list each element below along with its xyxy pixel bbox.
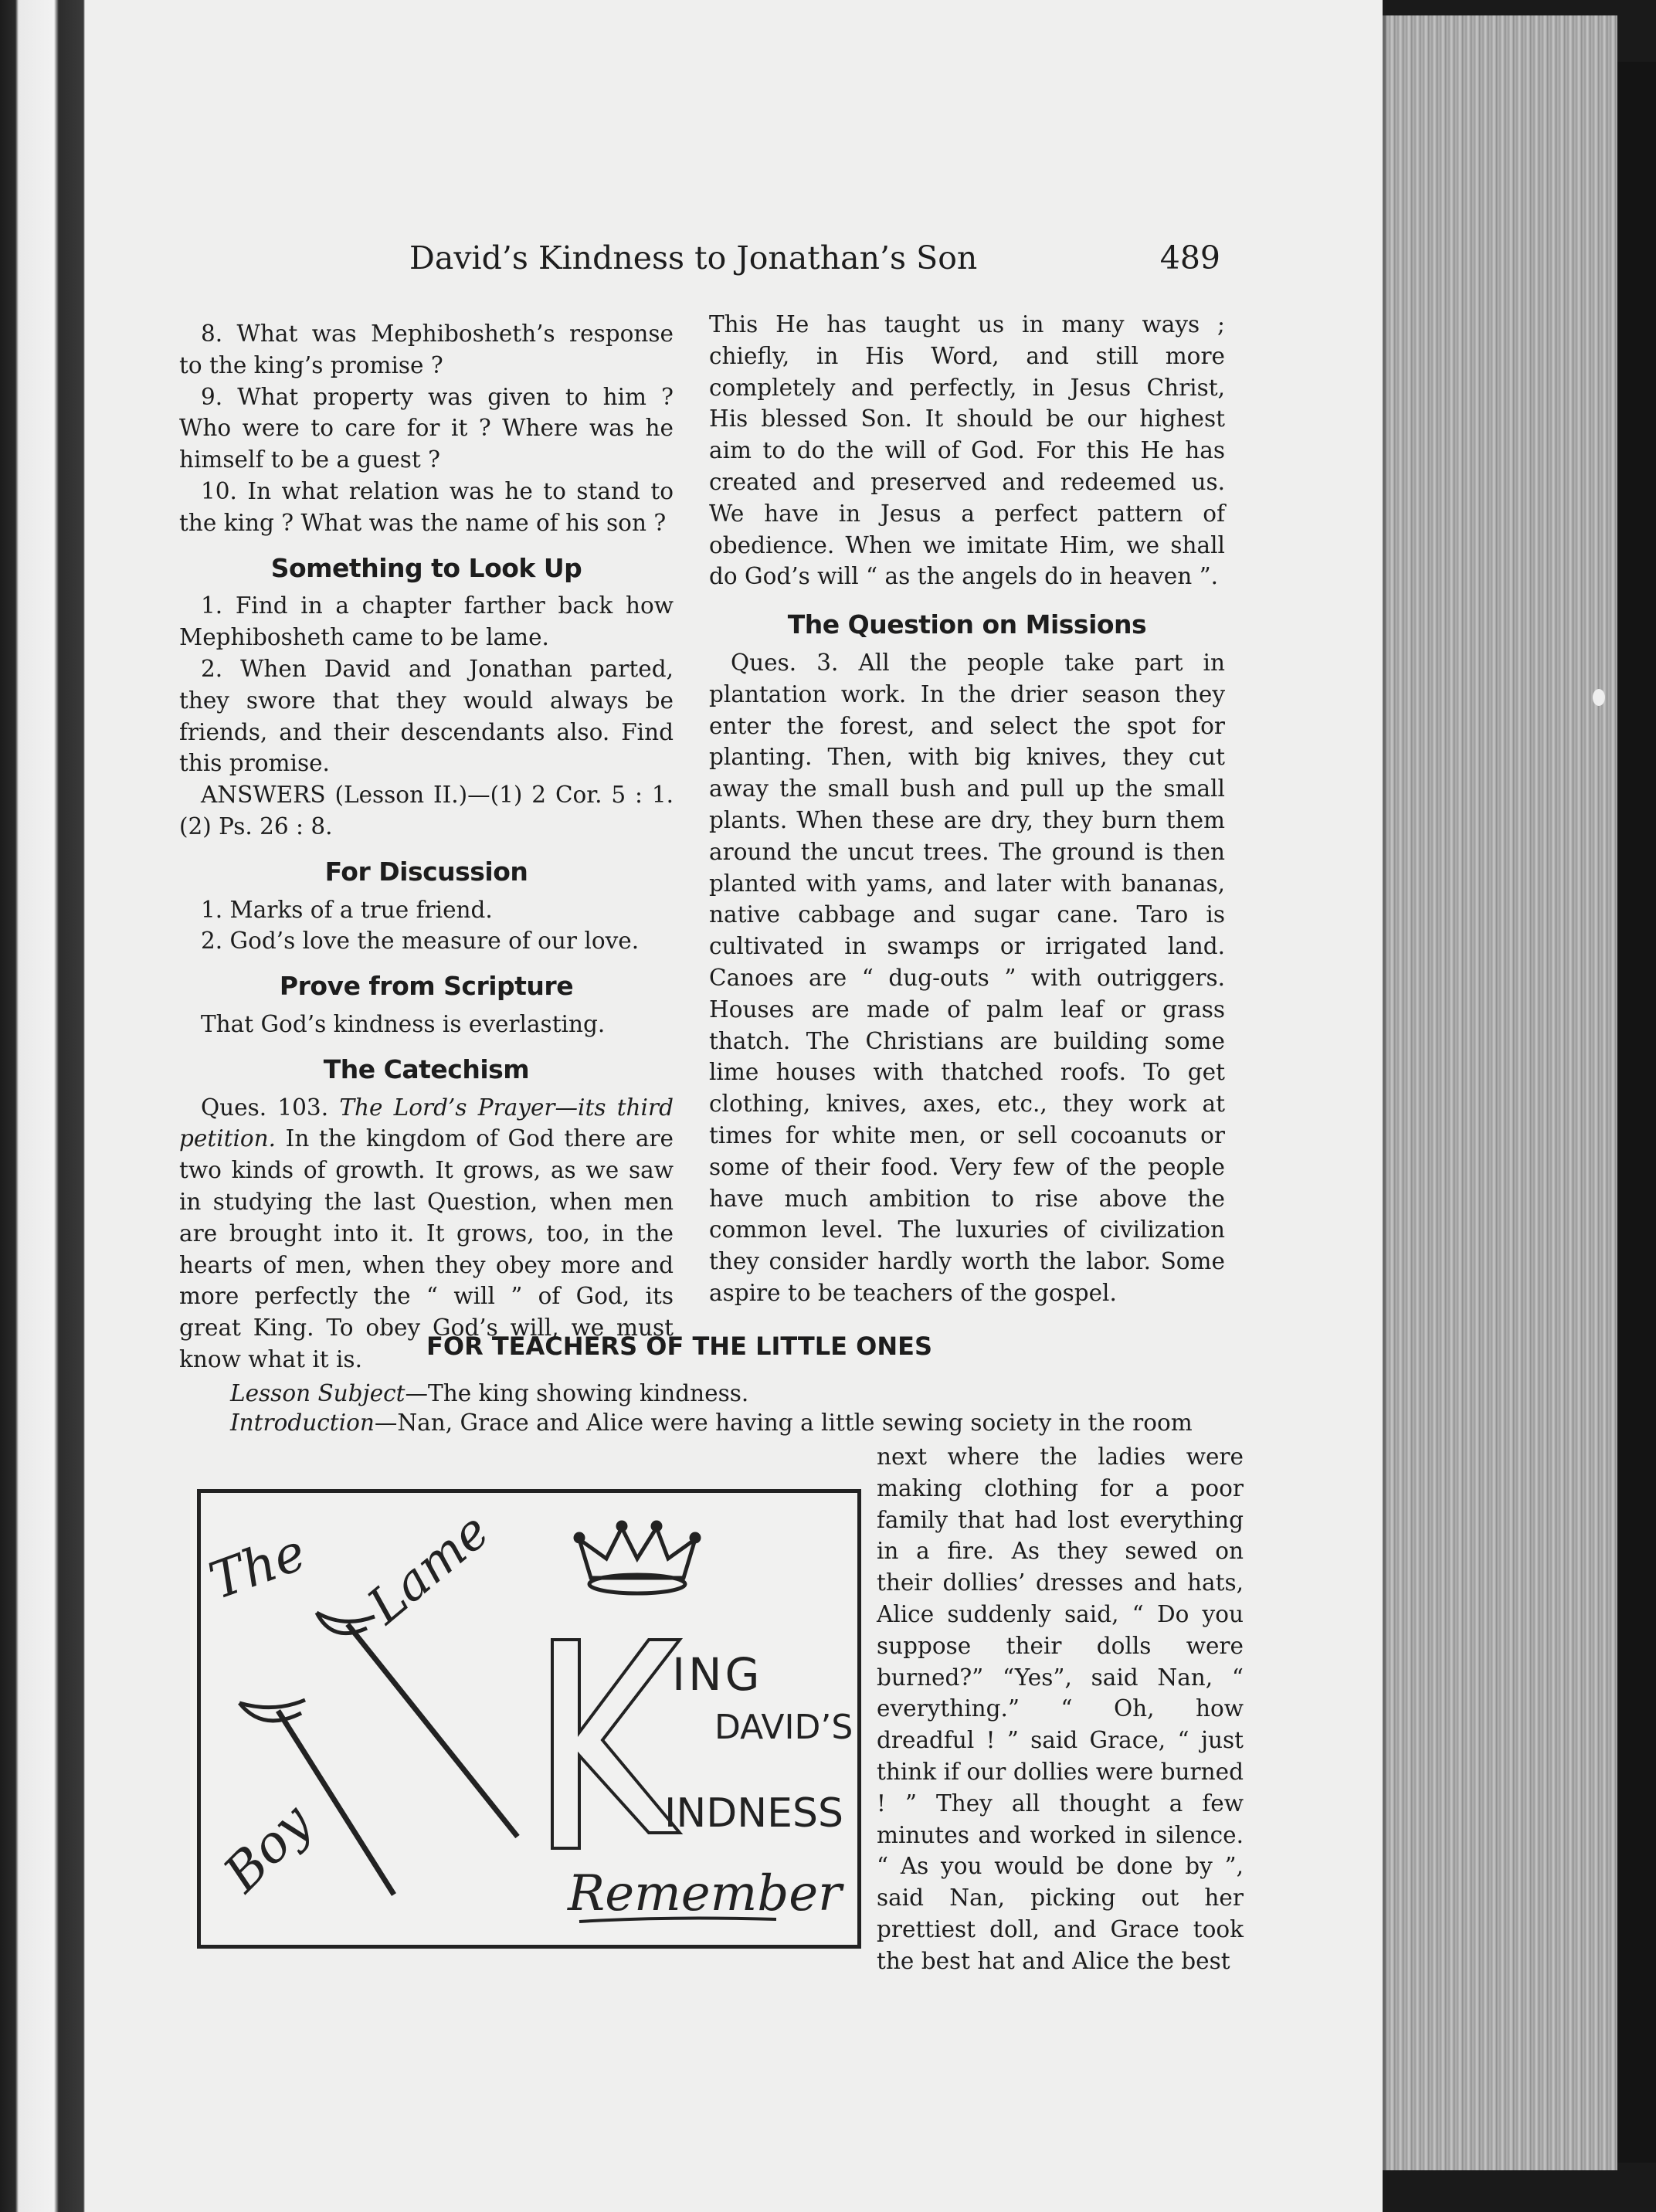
intro-first: —Nan, Grace and Alice were having a little sewing society in the room (374, 1410, 1193, 1436)
binding-strip (0, 0, 85, 2212)
paper-speck (1593, 689, 1605, 706)
little-ones-heading: FOR TEACHERS OF THE LITTLE ONES (426, 1332, 933, 1361)
subject-text: —The king showing kindness. (405, 1380, 749, 1406)
lesson-subject (230, 1378, 1242, 1410)
discussion-heading: For Discussion (324, 856, 528, 887)
catechism-continued: This He has taught us in many ways ; chiefly, in His Word, and still more completely and perfectly, in Jesus Christ, His blessed Son. It should be our highest aim to do the will of God. For this He has created and preserved and redeemed us. We have in Jesus a perfect pattern of obedience. When we imitate Him, we shall do God’s will “ as the angels do in heaven ”. (709, 311, 1225, 590)
look-up-item: 2. When David and Jonathan parted, they swore that they would always be friends, and their descendants also. Find this promise. (179, 655, 674, 777)
catechism-title: The Lord’s Prayer—its third petition. (179, 1094, 674, 1152)
missions-text: Ques. 3. All the people take part in plantation work. In the drier season they enter the forest, and select the spot for planting. Then, with big knives, they cut away the small bush and pull up the small plants. When these are dry, they burn them around the uncut trees. The ground is then planted with yams, and later with bananas, native cabbage and sugar cane. Taro is cultivated in swamps or irrigated land. Canoes are “ dug-outs ” with outriggers. Houses are made of palm leaf or grass thatch. The Christians are building some lime houses with thatched roofs. To get clothing, knives, axes, etc., they work at times for white men, or sell cocoanuts or some of their food. Very few of the people have much ambition to rise above the common level. The luxuries of civilization they consider hardly worth the labor. Some aspire to be teachers of the gospel. (709, 649, 1225, 1306)
crown-icon (575, 1522, 699, 1593)
word-lame: Lame (357, 1502, 501, 1636)
word-indness: INDNESS (664, 1790, 843, 1837)
word-davids: DAVID’S (714, 1708, 853, 1747)
question-10: 10. In what relation was he to stand to the king ? What was the name of his son ? (179, 477, 674, 536)
prove-heading: Prove from Scripture (279, 971, 574, 1002)
discussion-item: 2. God’s love the measure of our love. (201, 928, 640, 955)
question-8: 8. What was Mephibosheth’s response to the king’s promise ? (179, 321, 674, 378)
prove-text: That God’s kindness is everlasting. (201, 1010, 606, 1037)
catechism-label: Ques. 103. (201, 1094, 329, 1121)
missions-heading: The Question on Missions (787, 609, 1147, 640)
look-up-item: 1. Find in a chapter farther back how Mephibosheth came to be lame. (179, 592, 674, 651)
word-boy: Boy (212, 1793, 324, 1904)
page-edges (1383, 15, 1617, 2170)
look-up-heading: Something to Look Up (270, 552, 582, 583)
catechism-body: In the kingdom of God there are two kinds of growth. It grows, as we saw in studying the last Question, when men are brought into it. It grows, too, in the hearts of men, when they obey more and more perfectly the “ will ” of God, its great King. To obey God’s will, we must know what it is. (179, 1125, 674, 1372)
word-the: The (202, 1522, 314, 1612)
right-column (709, 309, 1225, 1309)
subject-label: Lesson Subject (230, 1380, 406, 1406)
word-remember: Remember (568, 1865, 842, 1922)
header-title: David’s Kindness to Jonathan’s Son (409, 239, 978, 276)
introduction-text: next where the ladies were making clothing for a poor family that had lost everything in a fire. As they sewed on their dollies’ dresses and hats, Alice suddenly said, “ Do you suppose their dolls were burned?” “Yes”, said Nan, “ everything.” “ Oh, how dreadful ! ” said Grace, “ just think if our dollies were burned ! ” They all thought a few minutes and worked in silence. “ As you would be done by ”, said Nan, picking out her prettiest doll, and Grace took the best hat and Alice the best (877, 1444, 1244, 1974)
illustration-drawing (201, 1493, 857, 1945)
introduction-first-line (230, 1410, 1242, 1436)
lesson-illustration (197, 1489, 861, 1949)
left-column (179, 318, 674, 1376)
question-9: 9. What property was given to him ? Who were to care for it ? Where was he himself to be a guest ? (179, 383, 674, 473)
word-ing: ING (672, 1648, 763, 1701)
big-k-letter (552, 1640, 680, 1848)
page-number: 489 (1159, 239, 1220, 276)
answers: ANSWERS (Lesson II.)—(1) 2 Cor. 5 : 1. (2) Ps. 26 : 8. (179, 782, 674, 840)
catechism-heading: The Catechism (323, 1053, 530, 1084)
discussion-item: 1. Marks of a true friend. (201, 896, 493, 923)
intro-label: Introduction (230, 1410, 375, 1436)
